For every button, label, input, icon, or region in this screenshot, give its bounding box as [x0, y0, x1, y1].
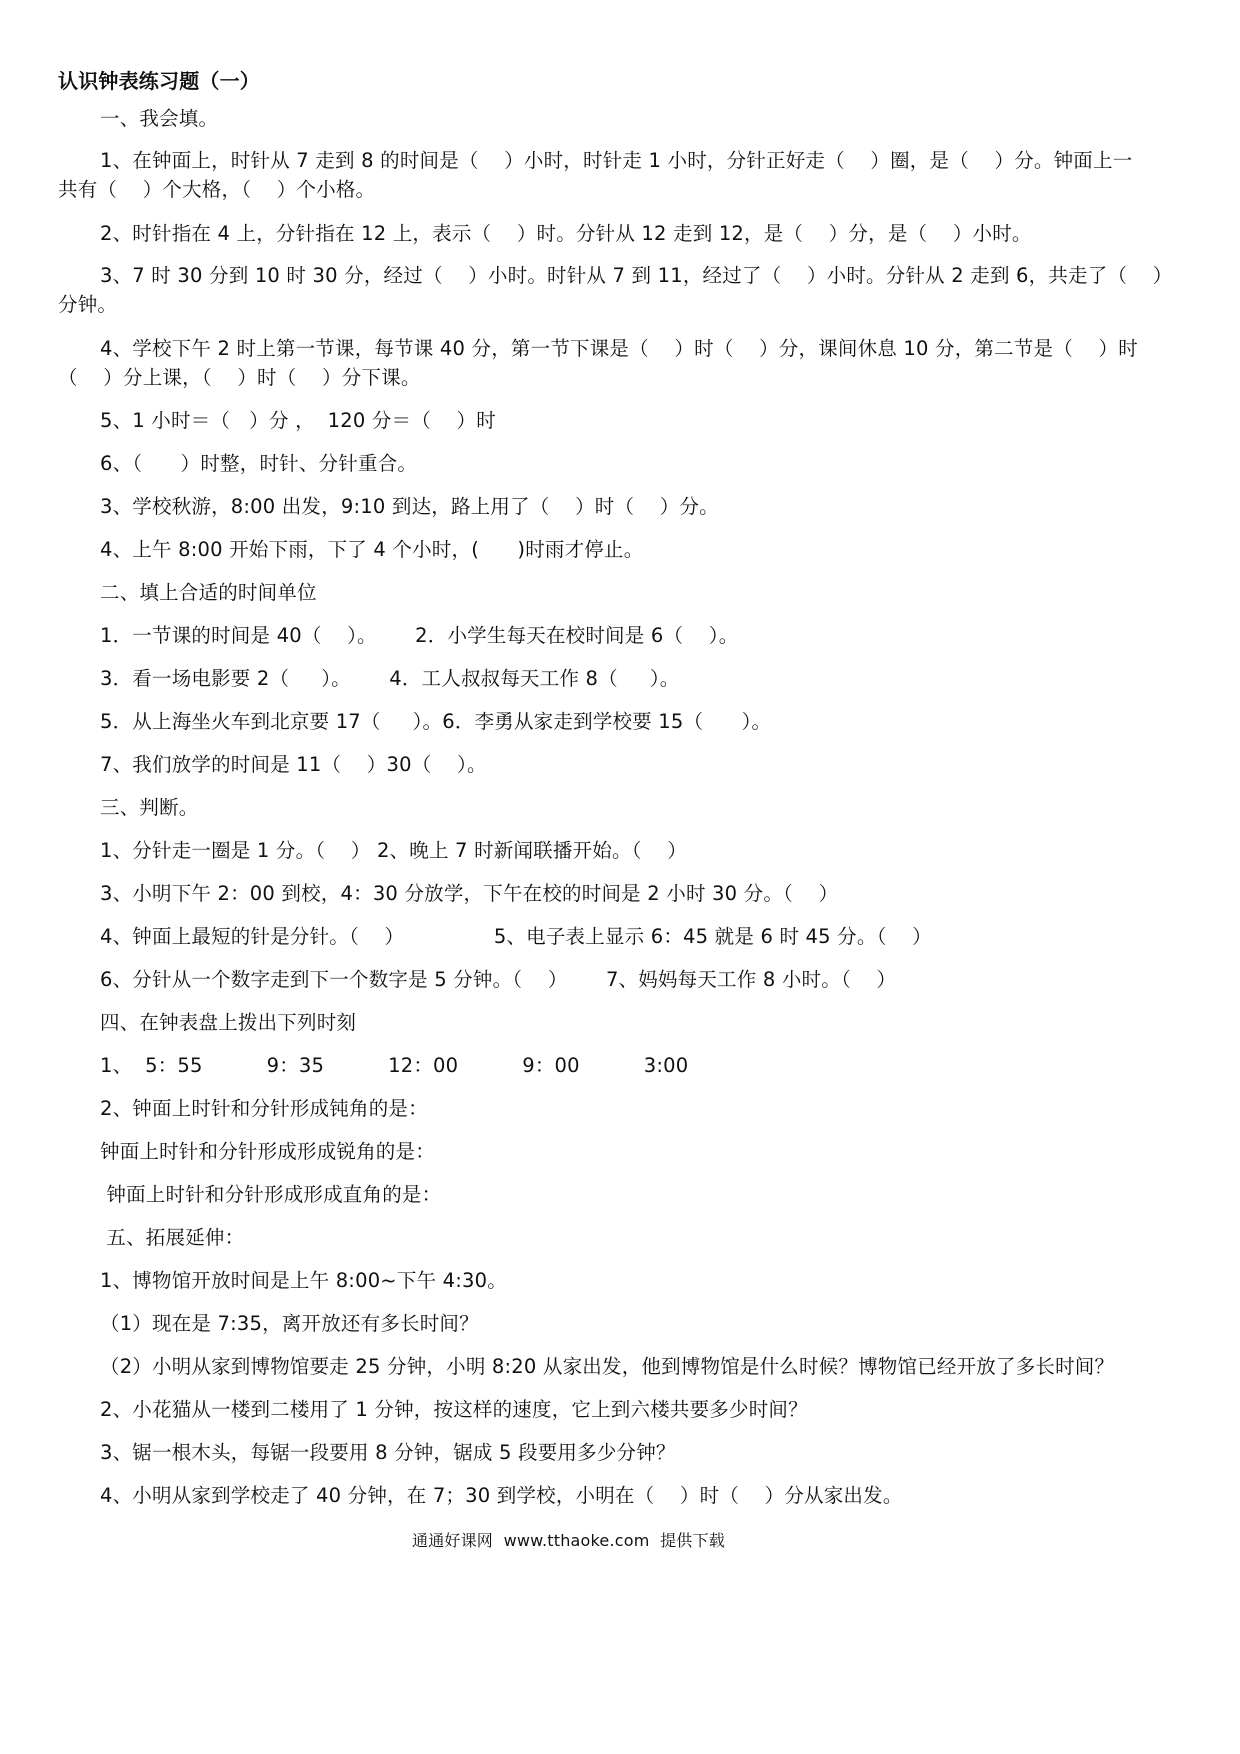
question-line: 4、上午 8:00 开始下雨，下了 4 个小时，( )时雨才停止。: [100, 538, 644, 561]
question-line: 6、分针从一个数字走到下一个数字是 5 分钟。（ ） 7、妈妈每天工作 8 小时。（ ）: [100, 968, 897, 991]
question-line: 3、小明下午 2：00 到校，4：30 分放学，下午在校的时间是 2 小时 30 分。（ ）: [100, 882, 839, 905]
footer-credit: 通通好课网 www.tthaoke.com 提供下载: [412, 1531, 725, 1550]
question-line: 3、7 时 30 分到 10 时 30 分，经过（ ）小时。时针从 7 到 11，经过了（ ）小时。分针从 2 走到 6，共走了（ ）: [100, 264, 1173, 287]
question-line: 3．看一场电影要 2（ ）。 4．工人叔叔每天工作 8（ ）。: [100, 667, 680, 690]
question-line: 钟面上时针和分针形成形成直角的是：: [100, 1183, 442, 1206]
question-line: 钟面上时针和分针形成形成锐角的是：: [100, 1140, 435, 1163]
question-line: 5．从上海坐火车到北京要 17（ ）。6．李勇从家走到学校要 15（ ）。: [100, 710, 772, 733]
question-line: （2）小明从家到博物馆要走 25 分钟，小明 8:20 从家出发，他到博物馆是什么时候？博物馆已经开放了多长时间？: [100, 1355, 1115, 1378]
question-line: 2、钟面上时针和分针形成钝角的是：: [100, 1097, 428, 1120]
question-line: 5、1 小时＝（ ）分 ， 120 分＝（ ）时: [100, 409, 496, 432]
section-2-heading: 二、填上合适的时间单位: [100, 581, 317, 604]
page-title: 认识钟表练习题（一）: [58, 69, 260, 93]
question-line: 1、在钟面上，时针从 7 走到 8 的时间是（ ）小时，时针走 1 小时，分针正好走（ ）圈，是（ ）分。钟面上一: [100, 149, 1133, 172]
question-line: 1．一节课的时间是 40（ ）。 2．小学生每天在校时间是 6（ ）。: [100, 624, 739, 647]
question-line: 2、小花猫从一楼到二楼用了 1 分钟，按这样的速度，它上到六楼共要多少时间？: [100, 1398, 808, 1421]
question-line: 1、 5：55 9：35 12：00 9：00 3:00: [100, 1054, 689, 1077]
question-line: 2、时针指在 4 上，分针指在 12 上，表示（ ）时。分针从 12 走到 12，是（ ）分，是（ ）小时。: [100, 222, 1032, 245]
question-line: 分钟。: [58, 293, 118, 316]
question-line: （1）现在是 7:35，离开放还有多长时间？: [100, 1312, 479, 1335]
question-line: 6、（ ）时整，时针、分针重合。: [100, 452, 418, 475]
question-line: （ ）分上课，（ ）时（ ）分下课。: [58, 366, 421, 389]
question-line: 4、小明从家到学校走了 40 分钟，在 7；30 到学校，小明在（ ）时（ ）分从家出发。: [100, 1484, 903, 1507]
section-3-heading: 三、判断。: [100, 796, 199, 819]
question-line: 4、学校下午 2 时上第一节课，每节课 40 分，第一节下课是（ ）时（ ）分，课间休息 10 分，第二节是（ ）时: [100, 337, 1138, 360]
question-line: 3、学校秋游，8:00 出发，9:10 到达，路上用了（ ）时（ ）分。: [100, 495, 719, 518]
question-line: 共有（ ）个大格，（ ）个小格。: [58, 178, 376, 201]
question-line: 1、分针走一圈是 1 分。（ ） 2、晚上 7 时新闻联播开始。（ ）: [100, 839, 687, 862]
question-line: 1、博物馆开放时间是上午 8:00~下午 4:30。: [100, 1269, 507, 1292]
section-1-heading: 一、我会填。: [100, 107, 219, 130]
question-line: 3、锯一根木头，每锯一段要用 8 分钟，锯成 5 段要用多少分钟？: [100, 1441, 676, 1464]
section-5-heading: 五、拓展延伸：: [100, 1226, 245, 1249]
question-line: 7、我们放学的时间是 11（ ）30（ ）。: [100, 753, 487, 776]
section-4-heading: 四、在钟表盘上拨出下列时刻: [100, 1011, 357, 1034]
question-line: 4、钟面上最短的针是分针。（ ） 5、电子表上显示 6：45 就是 6 时 45 分。（ ）: [100, 925, 932, 948]
